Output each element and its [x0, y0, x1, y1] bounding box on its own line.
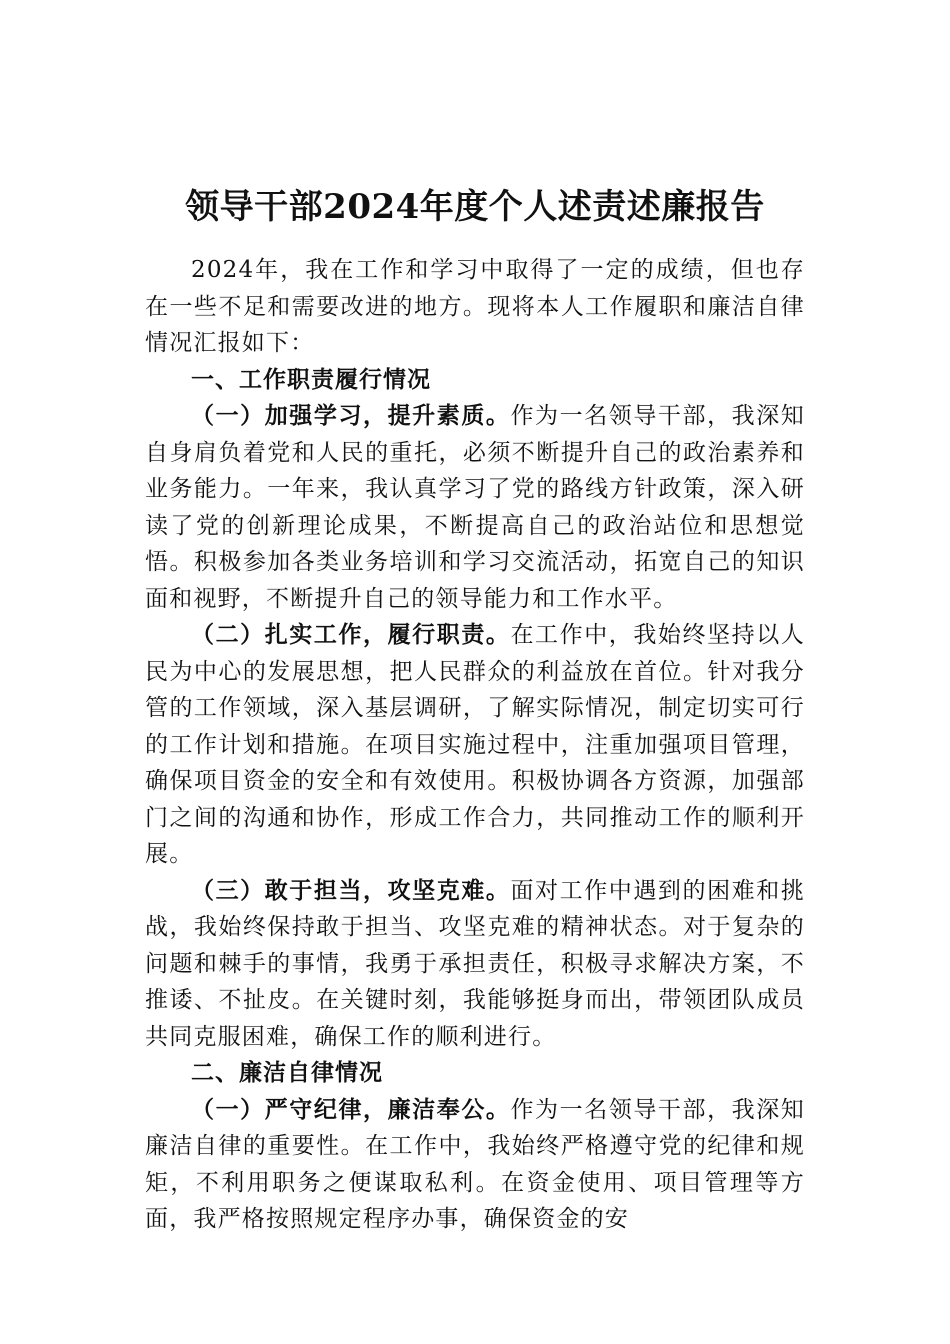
paragraph-body: 作为一名领导干部，我深知廉洁自律的重要性。在工作中，我始终严格遵守党的纪律和规矩，不利用职务之便谋取私利。在资金使用、项目管理等方面，我严格按照规定程序办事，确保资金的安	[145, 1096, 805, 1232]
intro-paragraph: 2024年，我在工作和学习中取得了一定的成绩，但也存在一些不足和需要改进的地方。现将本人工作履职和廉洁自律情况汇报如下：	[145, 257, 805, 356]
paragraph-lead: （一）严守纪律，廉洁奉公。	[191, 1095, 511, 1123]
document-title: 领导干部2024年度个人述责述廉报告	[185, 186, 765, 227]
paragraph-body: 作为一名领导干部，我深知自身肩负着党和人民的重托，必须不断提升自己的政治素养和业务能力。一年来，我认真学习了党的路线方针政策，深入研读了党的创新理论成果，不断提高自己的政治站位和思想觉悟。积极参加各类业务培训和学习交流活动，拓宽自己的知识面和视野，不断提升自己的领导能力和工作水平。	[145, 403, 805, 612]
paragraph-study	[145, 398, 805, 617]
paragraph-lead: （二）扎实工作，履行职责。	[191, 621, 511, 648]
paragraph-body: 面对工作中遇到的困难和挑战，我始终保持敢于担当、攻坚克难的精神状态。对于复杂的问题和棘手的事情，我勇于承担责任，积极寻求解决方案，不推诿、不扯皮。在关键时刻，我能够挺身而出，带领团队成员共同克服困难，确保工作的顺利进行。	[145, 877, 805, 1050]
section-heading-2: 二、廉洁自律情况	[191, 1060, 383, 1086]
paragraph-body: 在工作中，我始终坚持以人民为中心的发展思想，把人民群众的利益放在首位。针对我分管的工作领域，深入基层调研，了解实际情况，制定切实可行的工作计划和措施。在项目实施过程中，注重加强项目管理，确保项目资金的安全和有效使用。积极协调各方资源，加强部门之间的沟通和协作，形成工作合力，共同推动工作的顺利开展。	[145, 622, 805, 867]
paragraph-responsibility	[145, 873, 805, 1056]
section-heading-1: 一、工作职责履行情况	[191, 366, 431, 393]
document-body	[145, 252, 805, 1238]
paragraph-lead: （一）加强学习，提升素质。	[191, 402, 511, 429]
paragraph-lead: （三）敢于担当，攻坚克难。	[191, 876, 511, 904]
paragraph-duty	[145, 617, 805, 873]
paragraph-discipline	[145, 1092, 805, 1238]
